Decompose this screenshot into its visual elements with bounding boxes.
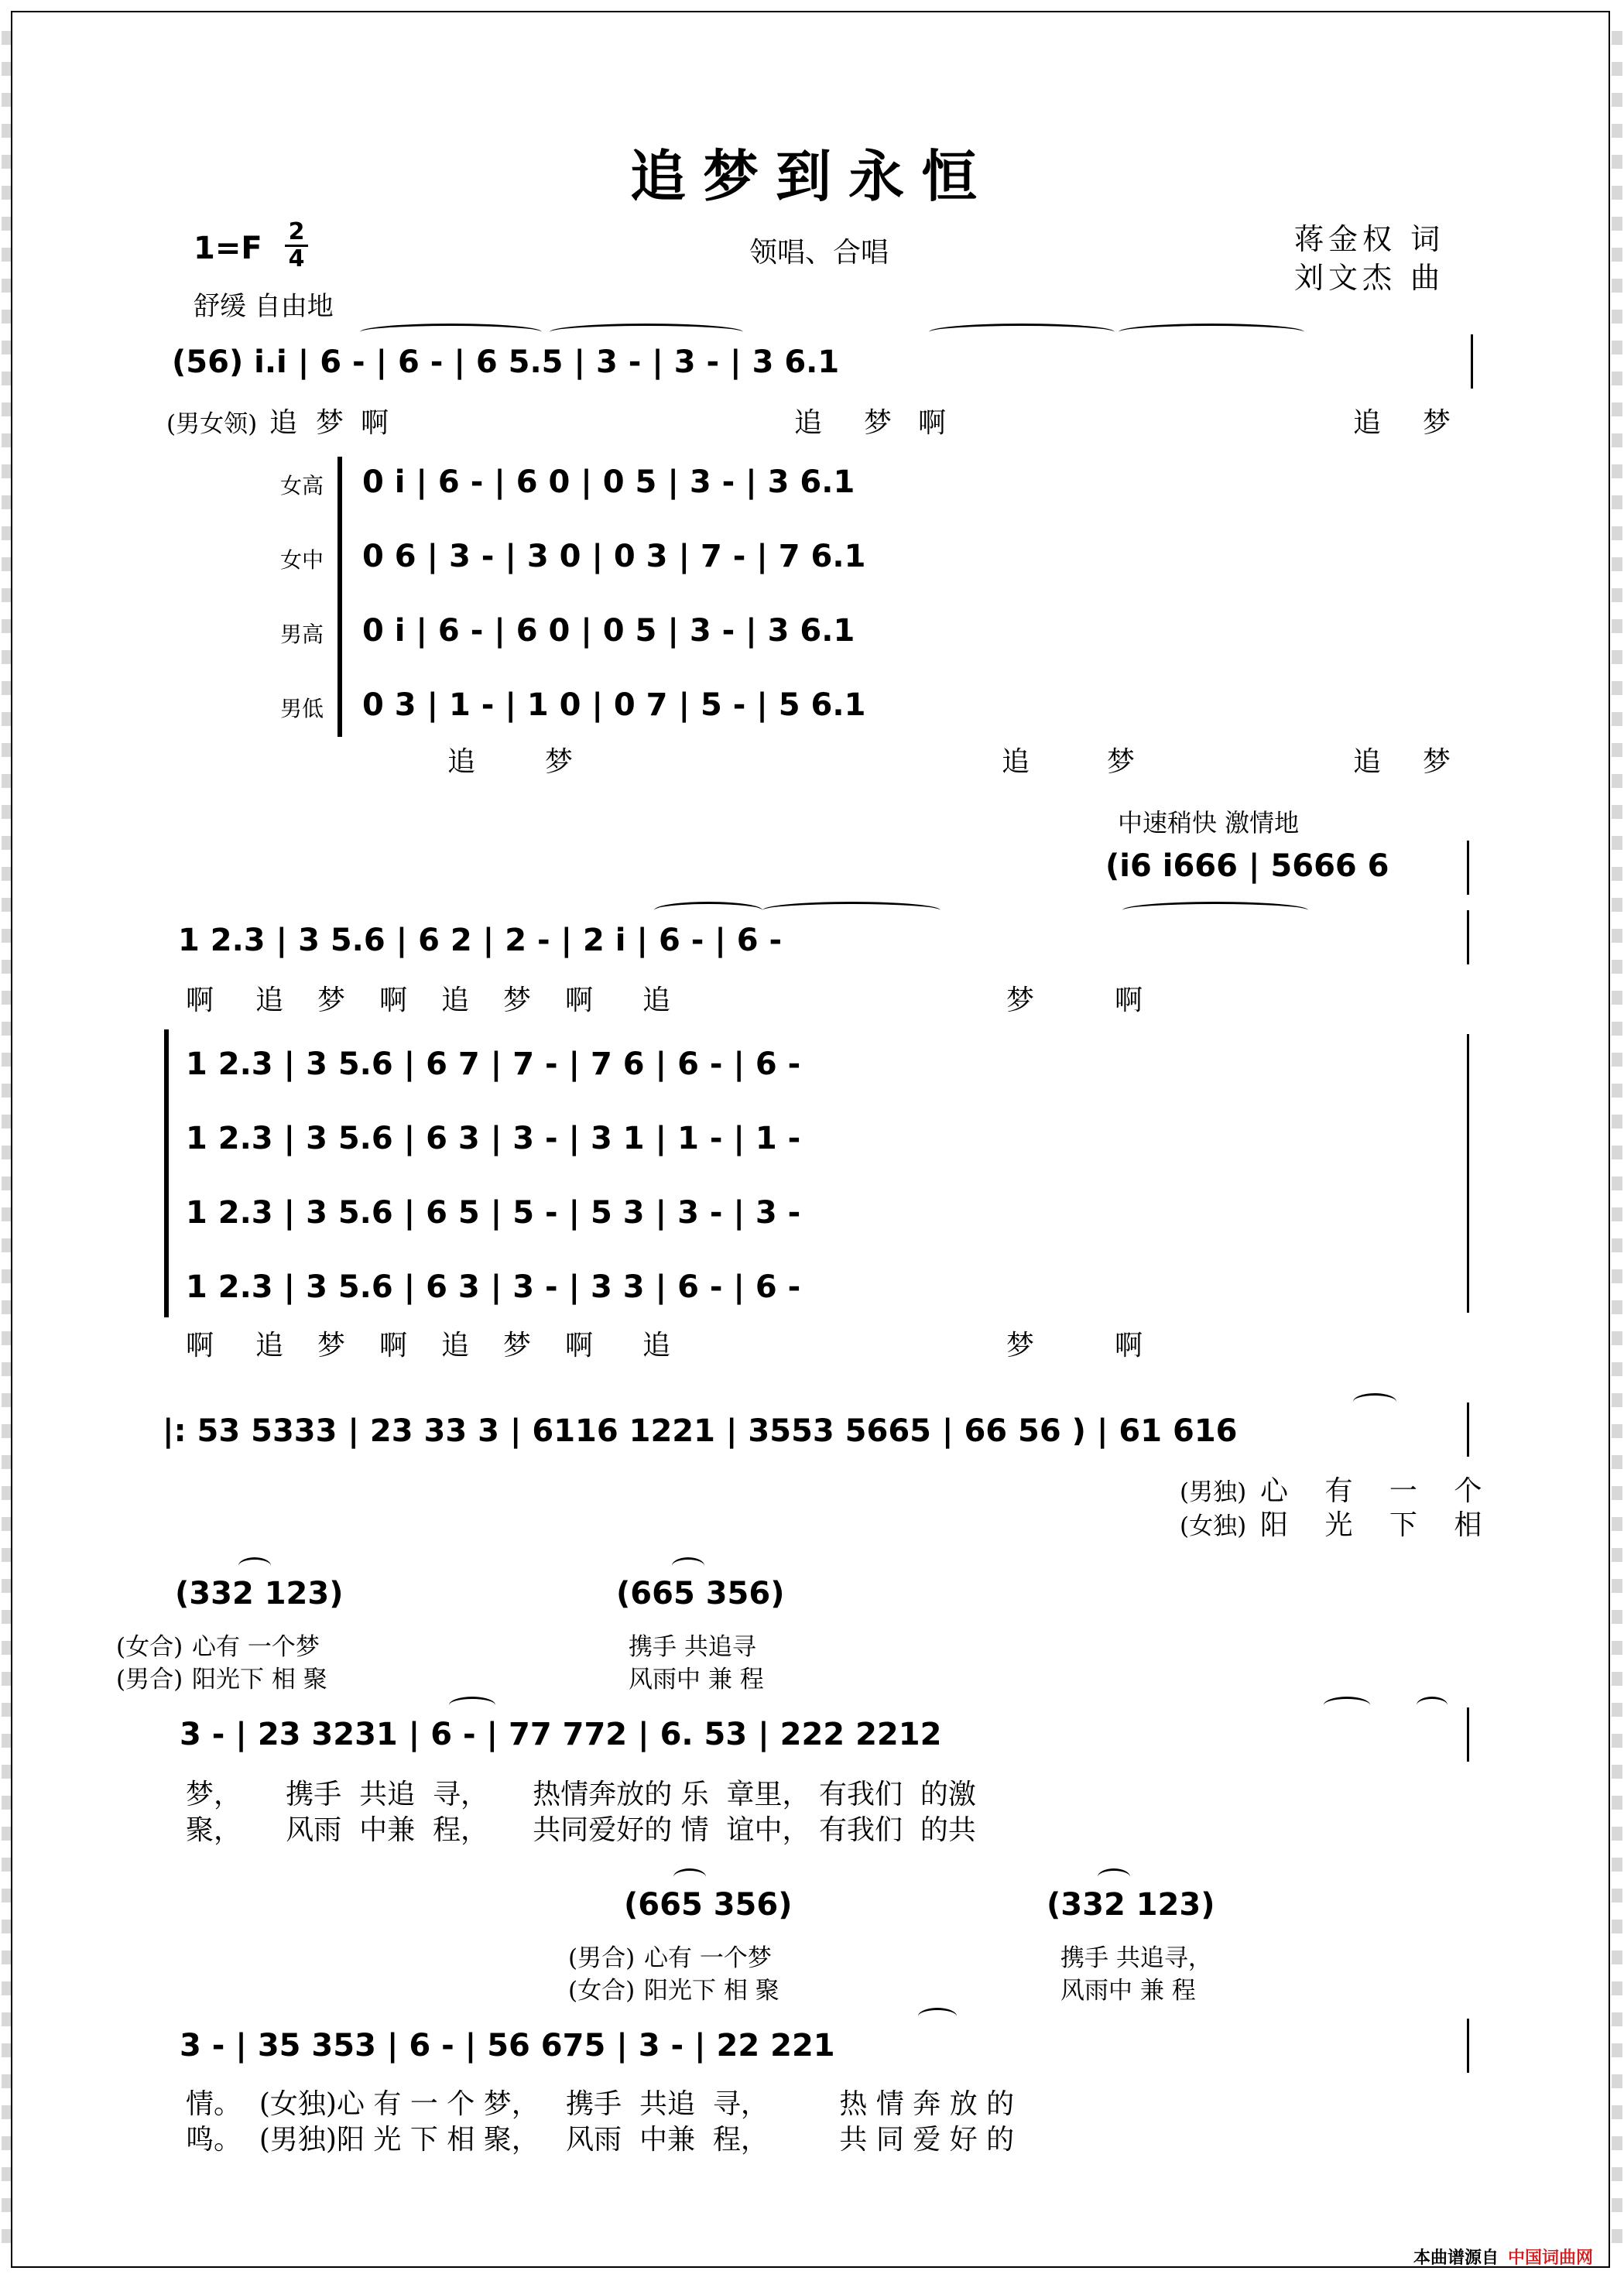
tie <box>550 324 743 341</box>
barline <box>1467 1707 1469 1762</box>
tie <box>1119 324 1304 341</box>
part-label-tenor: 男高 <box>280 622 324 647</box>
lyric-syllable: 追 <box>269 407 298 439</box>
lyric-syllable: 啊 <box>379 1330 408 1361</box>
barline <box>1467 910 1469 964</box>
s1-tenor-notes: 0 i | 6 - | 6 0 | 0 5 | 3 - | 3 6.1 <box>362 613 855 649</box>
tie <box>654 902 762 919</box>
lyric-syllable: 梦 <box>1423 746 1451 778</box>
part-label-bass: 男低 <box>280 696 324 721</box>
lyric-syllable: 啊 <box>361 407 389 439</box>
lyric-syllable: 梦 <box>1107 746 1136 778</box>
s5-harm1-label-1: (男合) <box>568 1944 636 1972</box>
s2-bass-notes: 1 2.3 | 3 5.6 | 6 3 | 3 - | 3 3 | 6 - | 6 - <box>186 1269 801 1305</box>
s3-notes: |: 53 5333 | 23 33 3 | 6116 1221 | 3553 5665 | 66 56 ) | 61 616 <box>163 1413 1238 1449</box>
s4-harm1-lyrics-2: 阳光下 相 聚 <box>192 1666 327 1694</box>
lyric-syllable: 梦 <box>1006 1330 1035 1361</box>
song-title: 追梦到永恒 <box>629 143 994 209</box>
composer-credit: 刘文杰 曲 <box>1294 261 1445 295</box>
s5-lyrics-2: 鸣。 (男独)阳 光 下 相 聚， 风雨 中兼 程， 共 同 爱 好 的 <box>186 2124 1015 2156</box>
lyric-syllable: 追 <box>255 1330 284 1361</box>
tempo-marking-2: 中速稍快 激情地 <box>1118 808 1300 837</box>
lyric-syllable: 追 <box>255 985 284 1016</box>
lyric-syllable: 追 <box>447 746 476 778</box>
tie <box>929 324 1115 341</box>
tie <box>449 1697 495 1714</box>
lyric-syllable: 梦 <box>317 985 346 1016</box>
source-footer <box>1413 2245 1593 2269</box>
time-top: 2 <box>288 218 305 245</box>
s4-harm1-lyrics-1: 心有 一个梦 <box>192 1633 320 1661</box>
s2-soprano-notes: 1 2.3 | 3 5.6 | 6 7 | 7 - | 7 6 | 6 - | 6 - <box>186 1046 801 1082</box>
lyric-syllable: 梦 <box>503 985 532 1016</box>
lyric-syllable: 追 <box>794 407 823 439</box>
tie <box>762 902 940 919</box>
lyric-syllable: 梦 <box>864 407 893 439</box>
lyric-syllable: 啊 <box>1115 1330 1143 1361</box>
choir-bracket <box>337 457 342 737</box>
s1-bass-notes: 0 3 | 1 - | 1 0 | 0 7 | 5 - | 5 6.1 <box>362 687 866 723</box>
s2-intro-notes: (i6 i666 | 5666 6 <box>1105 848 1389 884</box>
s2-tenor-notes: 1 2.3 | 3 5.6 | 6 5 | 5 - | 5 3 | 3 - | 3 - <box>186 1195 801 1231</box>
right-margin-strip <box>1612 31 1622 2245</box>
lyric-syllable: 啊 <box>186 985 214 1016</box>
lyric-syllable: 追 <box>441 1330 470 1361</box>
part-label-alto: 女中 <box>280 547 324 573</box>
lyric-syllable: 追 <box>642 985 671 1016</box>
lyric-syllable: 梦 <box>1006 985 1035 1016</box>
lyric-syllable: 追 <box>441 985 470 1016</box>
s5-harm1-lyrics-1: 心有 一个梦 <box>644 1944 772 1972</box>
lyric-syllable: 梦 <box>503 1330 532 1361</box>
s5-harm2-notes: (332 123) <box>1047 1887 1215 1923</box>
lyric-syllable: 追 <box>1353 407 1382 439</box>
s4-lyrics-2: 聚， 风雨 中兼 程， 共同爱好的 情 谊中， 有我们 的共 <box>186 1814 976 1846</box>
tie <box>918 2008 957 2025</box>
s1-lead-label: (男女领) <box>166 410 258 438</box>
s4-notes: 3 - | 23 3231 | 6 - | 77 772 | 6. 53 | 222 2212 <box>180 1717 942 1752</box>
time-signature <box>285 220 308 272</box>
tie <box>673 1868 706 1885</box>
lyric-syllable: 啊 <box>565 985 594 1016</box>
barline <box>1467 2019 1469 2073</box>
s5-harm1-label-2: (女合) <box>568 1977 636 2005</box>
choir-bracket <box>164 1029 169 1317</box>
s1-alto-notes: 0 6 | 3 - | 3 0 | 0 3 | 7 - | 7 6.1 <box>362 539 866 574</box>
lyric-syllable: 梦 <box>316 407 344 439</box>
lyricist-credit: 蒋金权 词 <box>1294 222 1445 256</box>
lyric-syllable: 啊 <box>186 1330 214 1361</box>
barline <box>1467 841 1469 895</box>
s5-harm1-notes: (665 356) <box>624 1887 793 1923</box>
lyric-syllable: 啊 <box>918 407 947 439</box>
tie <box>1122 902 1308 919</box>
barline <box>1467 1034 1469 1313</box>
tie <box>1324 1697 1370 1714</box>
lyric-syllable: 梦 <box>545 746 574 778</box>
s4-harm1-notes: (332 123) <box>175 1576 344 1611</box>
tie <box>1417 1697 1448 1714</box>
time-bottom: 4 <box>285 245 308 272</box>
barline <box>1471 334 1473 389</box>
lyric-syllable: 追 <box>1002 746 1030 778</box>
tie <box>1098 1868 1130 1885</box>
performance-type: 领唱、合唱 <box>749 237 889 269</box>
tie <box>360 324 542 341</box>
s2-alto-notes: 1 2.3 | 3 5.6 | 6 3 | 3 - | 3 1 | 1 - | 1 - <box>186 1121 801 1156</box>
footer-site-link[interactable]: 中国词曲网 <box>1507 2248 1593 2268</box>
lyric-syllable: 追 <box>642 1330 671 1361</box>
s5-harm2-lyrics-1: 携手 共追寻， <box>1060 1944 1212 1972</box>
lyric-syllable: 追 <box>1353 746 1382 778</box>
footer-source-text: 本曲谱源自 <box>1413 2248 1499 2268</box>
lyric-syllable: 啊 <box>565 1330 594 1361</box>
s4-harm2-notes: (665 356) <box>616 1576 785 1611</box>
s1-lead-notes: (56) i.i | 6 - | 6 - | 6 5.5 | 3 - | 3 - | 3 6.1 <box>172 344 840 380</box>
barline <box>1467 1403 1469 1457</box>
lyric-syllable: 梦 <box>317 1330 346 1361</box>
tempo-marking-1: 舒缓 自由地 <box>194 291 334 322</box>
tie <box>238 1557 271 1574</box>
part-label-soprano: 女高 <box>280 473 324 498</box>
lyric-syllable: 梦 <box>1423 407 1451 439</box>
s5-harm2-lyrics-2: 风雨中 兼 程 <box>1060 1977 1196 2005</box>
s4-lyrics-1: 梦， 携手 共追 寻， 热情奔放的 乐 章里， 有我们 的激 <box>186 1779 976 1810</box>
s4-harm2-lyrics-1: 携手 共追寻 <box>629 1633 756 1661</box>
s3-lyrics-1: 心 有 一 个 <box>1260 1475 1496 1507</box>
s5-notes: 3 - | 35 353 | 6 - | 56 675 | 3 - | 22 221 <box>180 2028 835 2064</box>
s4-harm2-lyrics-2: 风雨中 兼 程 <box>629 1666 764 1694</box>
key-signature: 1=F <box>194 231 262 266</box>
s4-harm1-label-1: (女合) <box>116 1633 183 1661</box>
s3-label-1: (男独) <box>1180 1478 1247 1506</box>
s3-label-2: (女独) <box>1180 1512 1247 1540</box>
s5-lyrics-1: 情。 (女独)心 有 一 个 梦， 携手 共追 寻， 热 情 奔 放 的 <box>186 2088 1015 2120</box>
s1-soprano-notes: 0 i | 6 - | 6 0 | 0 5 | 3 - | 3 6.1 <box>362 464 855 500</box>
tie <box>672 1557 704 1574</box>
s2-lead-notes: 1 2.3 | 3 5.6 | 6 2 | 2 - | 2 i | 6 - | 6 - <box>178 923 783 958</box>
lyric-syllable: 啊 <box>1115 985 1143 1016</box>
s5-harm1-lyrics-2: 阳光下 相 聚 <box>644 1977 779 2005</box>
tie <box>1353 1393 1396 1410</box>
s3-lyrics-2: 阳 光 下 相 <box>1260 1509 1496 1541</box>
s4-harm1-label-2: (男合) <box>116 1666 183 1694</box>
lyric-syllable: 啊 <box>379 985 408 1016</box>
